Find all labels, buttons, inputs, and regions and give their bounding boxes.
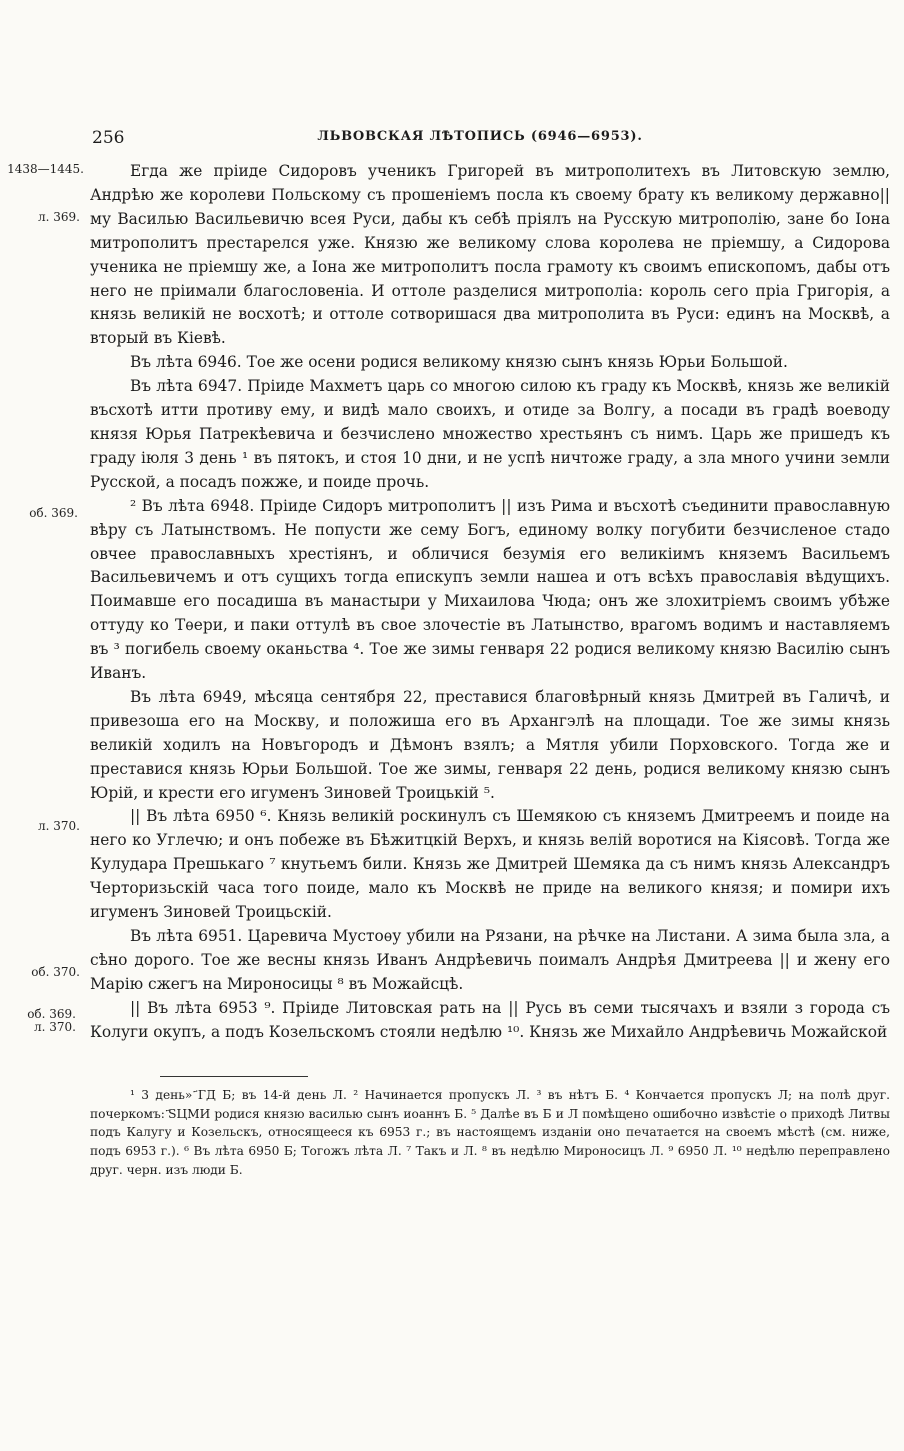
footnote-divider <box>160 1076 308 1077</box>
margin-note-folio: л. 370. <box>38 819 80 833</box>
paragraph: ² Въ лѣта 6948. Пріиде Сидоръ митрополитъ || изъ Рима и въсхотѣ съединити православную вѣру съ Латынствомъ. Не попусти же сему Богъ, единому волку погубити безчисленое стадо овчее православныхъ хрестіянъ, и обличися безумія его великіимъ княземъ Васильемъ Васильевичемъ и отъ сущихъ тогда епискупъ земли нашеа и отъ всѣхъ православія вѣдущихъ. Поимавше его посадиша въ манастыри у Михаилова Чюда; онъ же злохитріемъ своимъ убѣже оттуду ко Тѳери, и паки оттулѣ въ свое злочестіе въ Латынство, врагомъ водимъ и наставляемъ въ ³ погибель своему оканьства ⁴. Тое же зимы генваря 22 родися великому князю Василію сынъ Иванъ. <box>90 496 890 683</box>
paragraph: || Въ лѣта 6950 ⁶. Князь великій роскинулъ съ Шемякою съ княземъ Дмитреемъ и поиде на него ко Углечю; и онъ побеже въ Бѣжитцкій Верхъ, и князь велій воротися на Кіясовѣ. Тогда же Кулудара Прешькаго ⁷ кнутьемъ били. Князь же Дмитрей Шемяка да съ нимъ князь Александръ Черторизьскій часа того поиде, мало къ Москвѣ не приде на великого князя; и помири ихъ игуменъ Зиновей Троицьскій. <box>90 807 890 922</box>
paragraph: Въ лѣта 6947. Пріиде Махметъ царь со многою силою къ граду къ Москвѣ, князь же великій въсхотѣ итти противу ему, и видѣ мало своихъ, и отиде за Волгу, а посади въ градѣ воеводу князя Юрья Патрекѣевича и безчислено множество хрестьянъ съ нимъ. Царь же пришедъ къ граду іюля 3 день ¹ въ пятокъ, и стоя 10 дни, и не успѣ ничтоже граду, а зла много учини земли Русской, а посадъ пожже, и поиде прочь. <box>90 377 890 491</box>
margin-note-folio: об. 369. <box>29 506 78 520</box>
margin-note-folio: об. 370. <box>31 965 80 979</box>
running-title: ЛЬВОВСКАЯ ЛѢТОПИСЬ (6946—6953). <box>317 129 643 144</box>
paragraph: Въ лѣта 6946. Тое же осени родися великому князю сынъ князь Юрьи Большой. <box>130 353 788 372</box>
footnotes <box>90 1086 890 1180</box>
page-number: 256 <box>92 128 125 148</box>
margin-note-years: 1438—1445. <box>7 162 84 176</box>
chronicle-text <box>90 160 890 1045</box>
margin-note-folio: л. 370. <box>34 1020 76 1034</box>
margin-note-folio: л. 369. <box>38 210 80 224</box>
page-header <box>0 128 904 152</box>
paragraph: || Въ лѣта 6953 ⁹. Пріиде Литовская рать на || Русь въ семи тысячахъ и взяли з города съ Колуги окупъ, а подъ Козельскомъ стояли недѣлю ¹⁰. Князь же Михайло Андрѣевичь Можайской <box>90 998 890 1041</box>
paragraph: Егда же пріиде Сидоровъ ученикъ Григорей въ митрополитехъ въ Литовскую землю, Андрѣю же королеви Польскому съ прошеніемъ посла къ своему брату къ великому державно||му Василью Васильевичю всея Руси, дабы къ себѣ пріялъ на Русскую митрополію, зане бо Іона митрополитъ престарелся уже. Князю же великому слова королева не пріемшу, а Сидорова ученика не пріемшу же, а Іона же митрополитъ посла грамоту къ своимъ епископомъ, дабы отъ него не пріимали благословеніа. И оттоле разделися митрополіа: король сего пріа Григорія, а князь великій не восхотѣ; и оттоле сотворишася два митрополита въ Руси: единъ на Москвѣ, а вторый въ Кіевѣ. <box>90 162 890 348</box>
footnote-text: ¹ 3 день» ҃ГД Б; въ 14-й день Л. ² Начинается пропускъ Л. ³ въ нѣтъ Б. ⁴ Кончается пропускъ Л; на полѣ друг. почеркомъ: ҃ЅЦМИ родися князю василью сынъ иоаннъ Б. ⁵ Далѣе въ Б и Л помѣщено ошибочно извѣстіе о приходѣ Литвы подъ Калугу и Козельскъ, относящееся къ 6953 г.; въ настоящемъ изданіи оно печатается на своемъ мѣстѣ (см. ниже, подъ 6953 г.). ⁶ Въ лѣта 6950 Б; Тогожъ лѣта Л. ⁷ Такъ и Л. ⁸ въ недѣлю Мироносицъ Л. ⁹ 6950 Л. ¹⁰ недѣлю переправлено друг. черн. изъ люди Б. <box>90 1088 890 1177</box>
paragraph: Въ лѣта 6949, мѣсяца сентября 22, преставися благовѣрный князь Дмитрей въ Галичѣ, и привезоша его на Москву, и положиша его въ Архангэлѣ на площади. Тое же зимы князь великій ходилъ на Новъгородъ и Дѣмонъ взялъ; а Мятля убили Порховского. Тогда же и преставися князь Юрьи Большой. Тое же зимы, генваря 22 день, родися великому князю сынъ Юрій, и крести его игуменъ Зиновей Троицькій ⁵. <box>90 687 890 802</box>
margin-note-folio: об. 369. <box>27 1007 76 1021</box>
paragraph: Въ лѣта 6951. Царевича Мустоѳу убили на Рязани, на рѣчке на Листани. А зима была зла, а сѣно дорого. Тое же весны князь Иванъ Андрѣевичь поималъ Андрѣя Дмитреева || и жену его Марію сжегъ на Мироносицы ⁸ въ Можайсцѣ. <box>90 927 890 993</box>
